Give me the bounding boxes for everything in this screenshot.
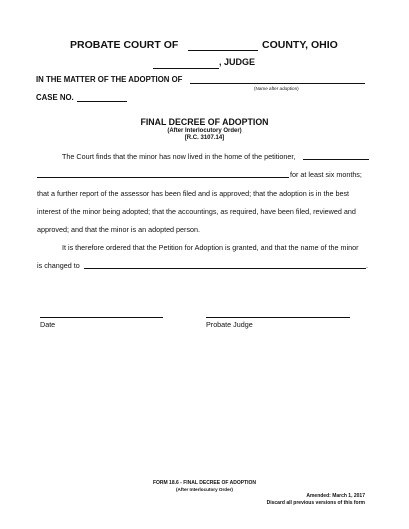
body-line-7-end: . [366,261,368,270]
decree-subtitle: (After Interlocutory Order) [167,128,242,134]
body-line-4: interest of the minor being adopted; that the accountings, as required, have been filed, reviewed and [37,207,356,216]
new-name-blank[interactable] [84,268,366,269]
judge-suffix: , JUDGE [219,57,256,67]
petitioner-name-blank-2[interactable] [37,177,289,178]
body-line-1: The Court finds that the minor has now lived in the home of the petitioner, [62,152,296,161]
decree-code: [R.C. 3107.14] [184,135,225,141]
name-note: (Name after adoption) [254,86,299,91]
date-signature-line[interactable] [40,317,163,318]
body-line-6: It is therefore ordered that the Petition for Adoption is granted, and that the name of the minor [62,243,359,252]
county-blank[interactable] [188,50,258,51]
judge-signature-line[interactable] [206,317,350,318]
case-label: CASE NO. [36,93,74,102]
judge-name-blank[interactable] [153,68,219,69]
judge-label: Probate Judge [206,320,253,329]
court-prefix: PROBATE COURT OF [70,39,179,51]
body-line-3: that a further report of the assessor has been filed and is approved; that the adoption is in the best [37,189,350,198]
adoptee-name-blank[interactable] [190,83,365,84]
footer-form-title: FORM 18.6 - FINAL DECREE OF ADOPTION [152,480,257,486]
body-line-7-prefix: is changed to [37,261,80,270]
decree-title: FINAL DECREE OF ADOPTION [140,117,269,127]
body-line-5: approved; and that the minor is an adopted person. [37,225,201,234]
body-line-2-suffix: for at least six months; [290,170,362,179]
footer-discard-note: Discard all previous versions of this form [266,500,365,506]
case-number-blank[interactable] [77,101,127,102]
court-suffix: COUNTY, OHIO [262,39,338,51]
date-label: Date [40,320,56,329]
matter-label: IN THE MATTER OF THE ADOPTION OF [36,75,183,84]
petitioner-name-blank[interactable] [303,159,369,160]
footer-form-subtitle: (After Interlocutory Order) [176,487,233,492]
footer-amended: Amended: March 1, 2017 [306,493,365,499]
